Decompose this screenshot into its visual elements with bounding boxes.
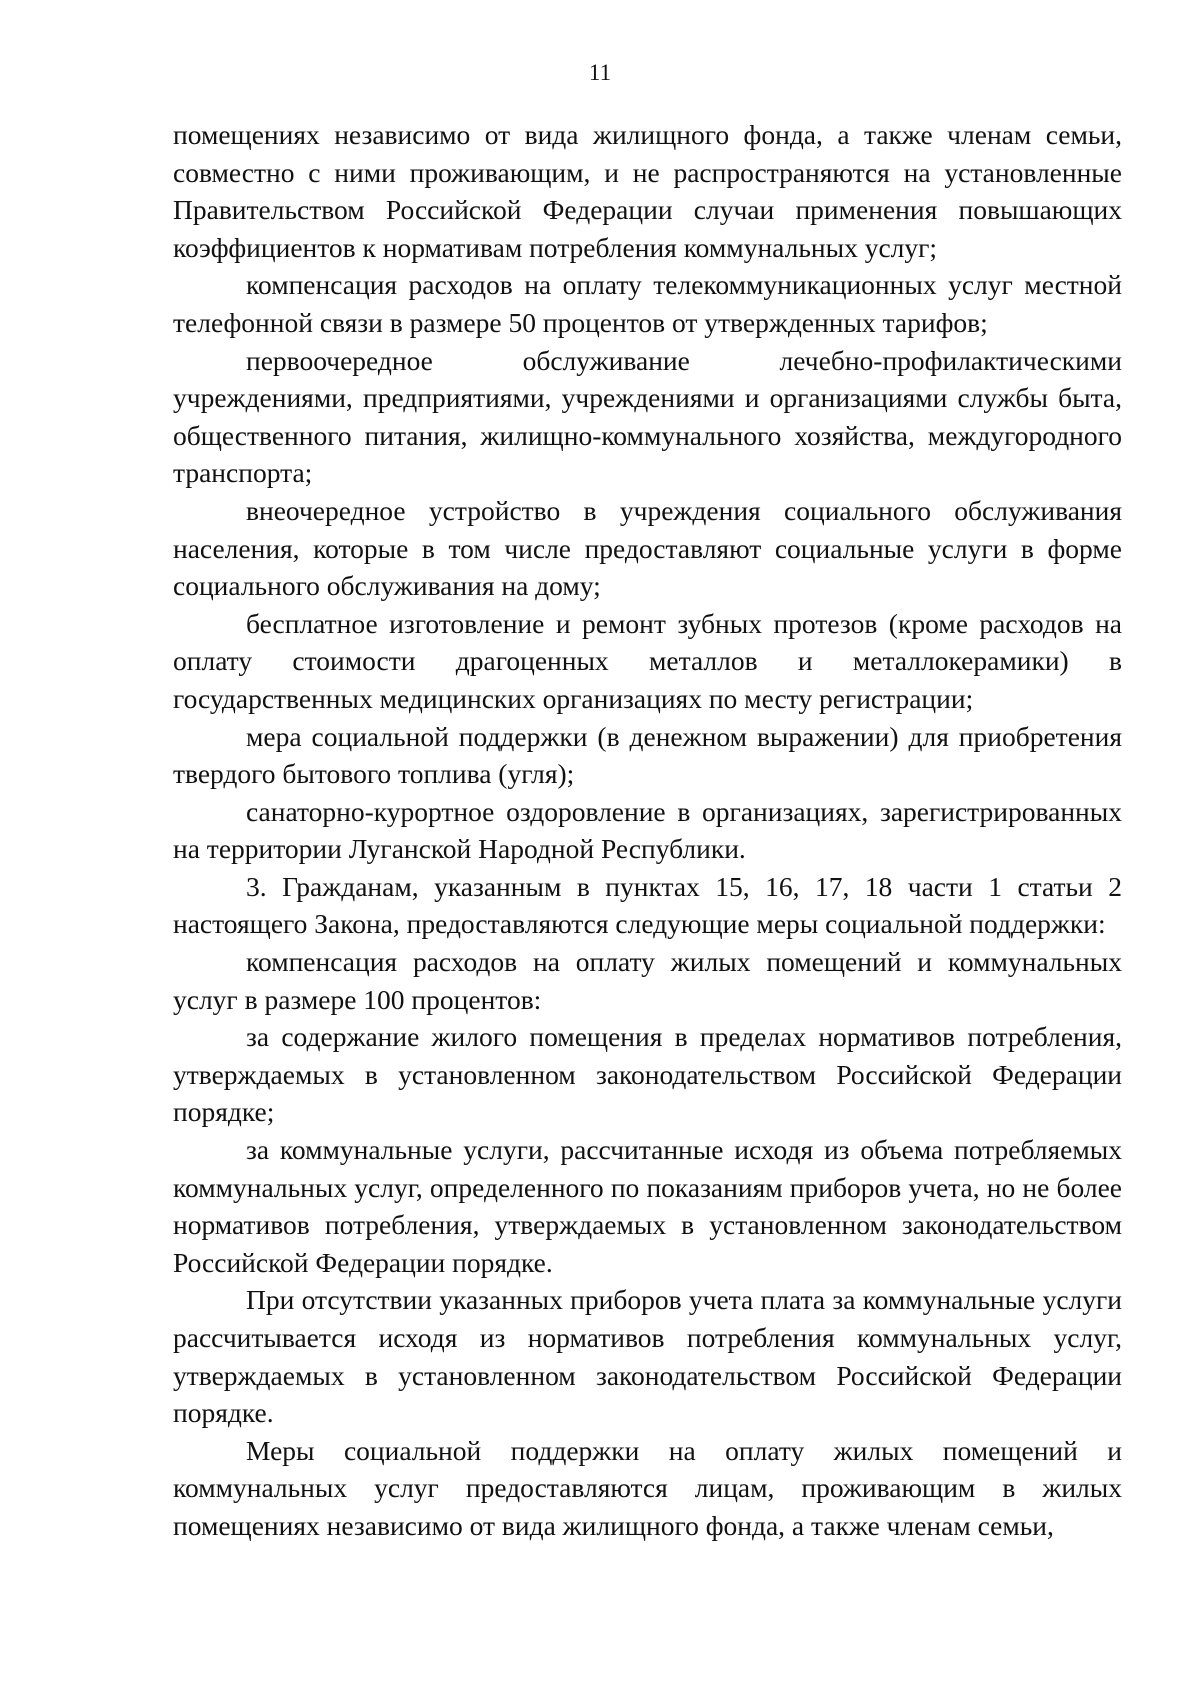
paragraph-housing-compensation: компенсация расходов на оплату жилых помещений и коммунальных услуг в размере 100 процентов: [173,946,1122,1015]
paragraph-priority-service: первоочередное обслуживание лечебно-профилактическими учреждениями, предприятиями, учреждениями и организациями службы быта, общественного питания, жилищно-коммунального хозяйства, междугородного транспорта; [173,344,1122,489]
paragraph-housing-maintenance: за содержание жилого помещения в пределах нормативов потребления, утверждаемых в установленном законодательством Российской Федерации порядке; [173,1021,1122,1128]
page-number: 11 [588,60,612,85]
paragraph-dental-prosthetics: бесплатное изготовление и ремонт зубных протезов (кроме расходов на оплату стоимости драгоценных металлов и металлокерамики) в государственных медицинских организациях по месту регистрации; [173,607,1122,714]
paragraph-social-service-placement: внеочередное устройство в учреждения социального обслуживания населения, которые в том числе предоставляют социальные услуги в форме социального обслуживания на дому; [173,494,1122,602]
paragraph-utility-services: за коммунальные услуги, рассчитанные исходя из объема потребляемых коммунальных услуг, определенного по показаниям приборов учета, но не более нормативов потребления, утверждаемых в установленном законодательством Российской Федерации порядке. [173,1134,1122,1278]
paragraph-support-measures: Меры социальной поддержки на оплату жилых помещений и коммунальных услуг предоставляются лицам, проживающим в жилых помещениях независимо от вида жилищного фонда, а также членам семьи, [173,1434,1122,1541]
paragraph-sanatorium: санаторно-курортное оздоровление в организациях, зарегистрированных на территории Луганской Народной Республики. [173,795,1122,865]
paragraph-solid-fuel: мера социальной поддержки (в денежном выражении) для приобретения твердого бытового топлива (угля); [173,720,1122,790]
paragraph-no-meters: При отсутствии указанных приборов учета плата за коммунальные услуги рассчитывается исходя из нормативов потребления коммунальных услуг, утверждаемых в установленном законодательством Российской Федерации порядке. [173,1284,1122,1429]
paragraph-continuation: помещениях независимо от вида жилищного фонда, а также членам семьи, совместно с ними проживающим, и не распространяются на установленные Правительством Российской Федерации случаи применения повышающих коэффициентов к нормативам потребления коммунальных услуг; [173,119,1122,263]
paragraph-telephone-compensation: компенсация расходов на оплату телекоммуникационных услуг местной телефонной связи в размере 50 процентов от утвержденных тарифов; [173,269,1122,338]
document-body [173,116,1122,1545]
paragraph-section-3: 3. Гражданам, указанным в пунктах 15, 16, 17, 18 части 1 статьи 2 настоящего Закона, предоставляются следующие меры социальной поддержки: [173,870,1122,940]
